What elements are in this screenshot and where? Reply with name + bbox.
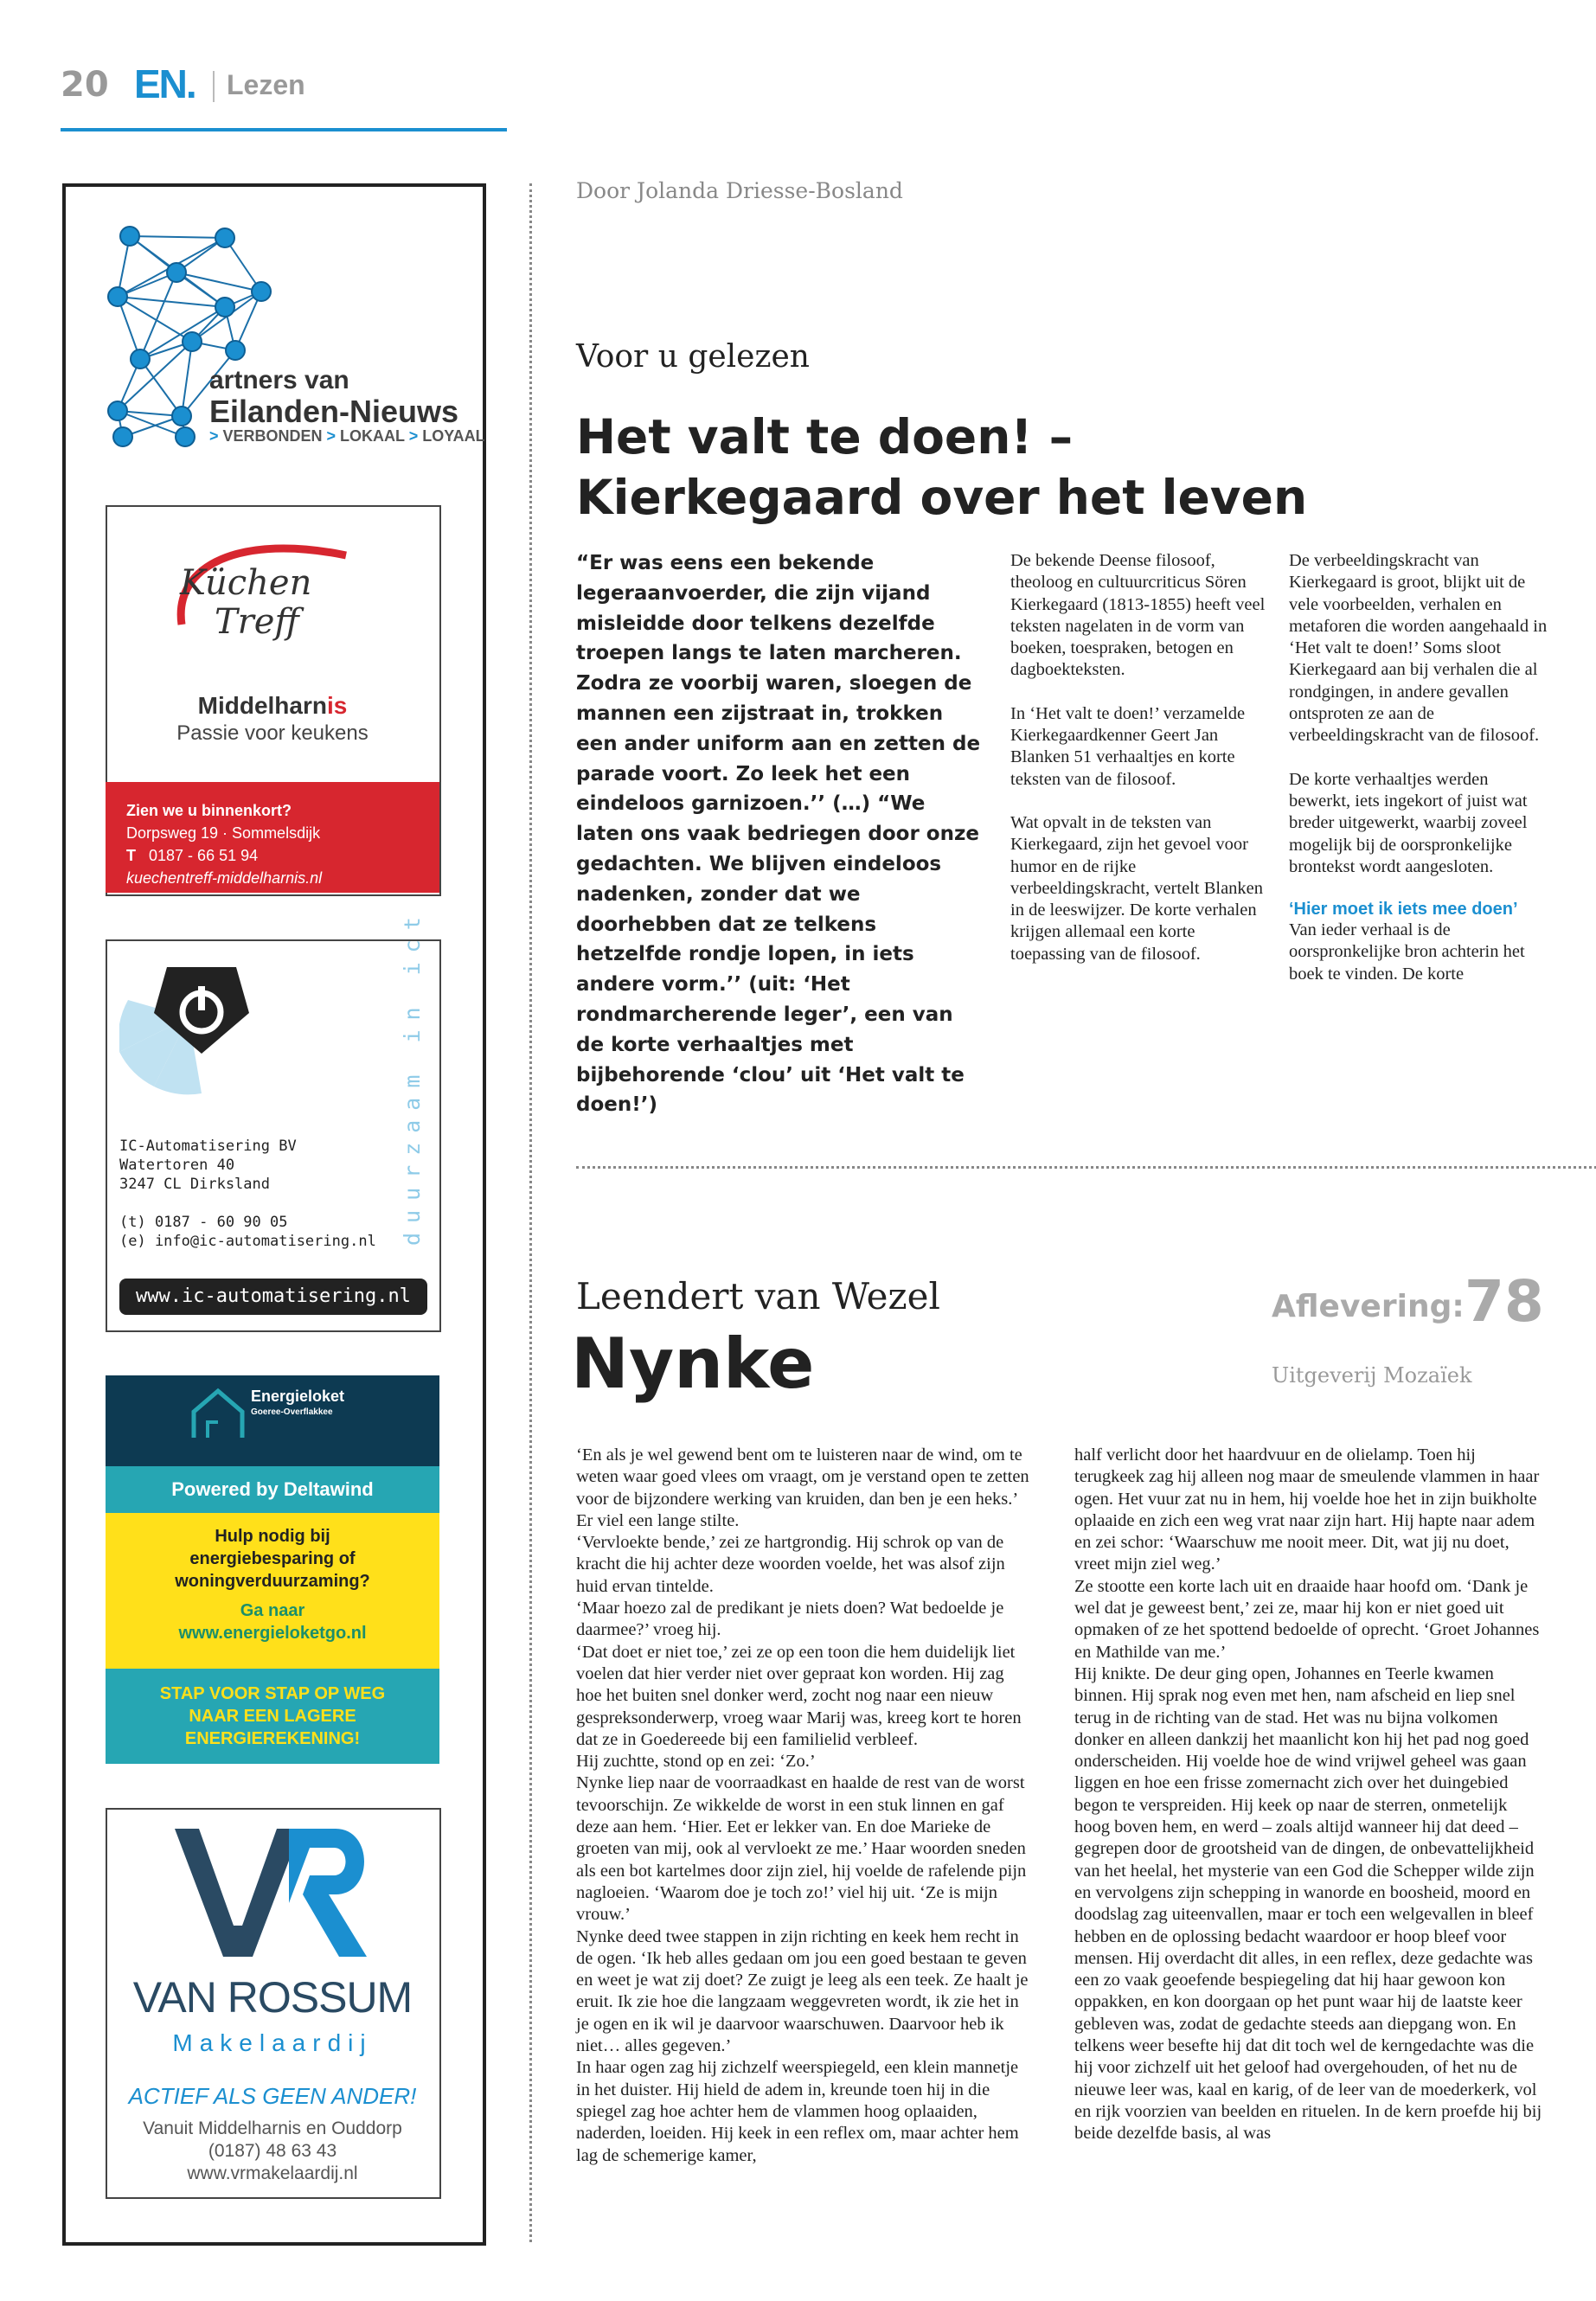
vr-url[interactable]: www.vrmakelaardij.nl: [187, 2163, 358, 2183]
section-title: Lezen: [227, 69, 305, 100]
ic-vertical-slogan: duurzaam in ict: [400, 907, 425, 1246]
tag-verbonden: VERBONDEN: [222, 427, 323, 445]
en-q1: Hulp nodig bij: [215, 1527, 330, 1546]
publisher: Uitgeverij Mozaïek: [1272, 1363, 1472, 1388]
vr-line1: Vanuit Middelharnis en Ouddorp: [143, 2118, 402, 2138]
en-url[interactable]: www.energieloketgo.nl: [178, 1624, 367, 1643]
header-rule: [61, 128, 507, 131]
article-kicker: Voor u gelezen: [576, 339, 810, 375]
article-byline: Door Jolanda Driesse-Bosland: [576, 178, 903, 203]
kt-phone: 0187 - 66 51 94: [149, 847, 259, 864]
en-go1: Ga naar: [240, 1601, 305, 1620]
section-divider: [576, 1166, 1596, 1169]
episode-number: 78: [1465, 1268, 1544, 1335]
subheading: ‘Hier moet ik iets mee doen’: [1289, 900, 1518, 920]
energieloket-powered: Powered by Deltawind: [106, 1466, 439, 1513]
page-number: 20: [61, 65, 109, 105]
header-separator: [213, 71, 215, 102]
serial-title: Nynke: [571, 1324, 815, 1404]
ic-url-button[interactable]: www.ic-automatisering.nl: [119, 1279, 427, 1315]
en-q3: woningverduurzaming?: [175, 1572, 370, 1591]
en-q2: energiebesparing of: [189, 1549, 356, 1568]
serial-column-1: ‘En als je wel gewend bent om te luisteren naar de wind, om te weten waar goed vlees om vraagt, om je verstand open te zetten voor de bijzondere werking van kruiden, dan ben je een heks.’ Er viel een lange stilte. ‘Vervloekte bende,’ zei ze hartgrondig. Hij schrok op van de kracht die hij achter deze woorden voelde, het was alsof zijn huid ervan tintelde. ‘Maar hoezo zal de predikant je niets doen? Wat bedoelde je daarmee?’ vroeg hij. ‘Dat doet er niet toe,’ zei ze op een toon die hem duidelijk liet voelen dat hier verder niet over gepraat kon worden. Hij zag hoe het buiten snel donker werd, zocht nog naar een nieuw gespreksonderwerp, vroeg waar Marij was, kreeg kort te horen dat ze in Goedereede bij een familielid verbleef. Hij zuchtte, stond op en zei: ‘Zo.’ Nynke liep naar de voorraadkast en haalde de rest van de worst tevoorschijn. Ze wikkelde de worst in een stuk linnen en gaf deze aan hem. ‘Hier. Eet er lekker van. En doe Marieke de groeten van mij, ook al vervloekt ze me.’ Haar woorden sneden als een bot kartelmes door zijn ziel, hij voelde de rafelende pijn nagloeien. ‘Waarom doe je toch zo!’ viel hij uit. ‘Ze is mijn vrouw.’ Nynke deed twee stappen in zijn richting en keek hem recht in de ogen. ‘Ik heb alles gedaan om jou een goed bestaan te geven en weet je wat zij doet? Ze zuigt je leeg als een teek. Ze haalt je eruit. Ik zie hoe die langzaam weggevreten wordt, ik zie het in je ogen en ik wil je daarvoor waarschuwen. Daarvoor heb ik niet… alles gegeven.’ In haar ogen zag hij zichzelf weerspiegeld, een klein mannetje in het duister. Hij hield de adem in, kreunde toen hij in die spiegel zag hoe achter hem de vlammen hoog oplaaiden, naderden, loeiden. Hij keek in een reflex om, maar achter hem lag de schemerige kamer,: [576, 1445, 1029, 2165]
vanrossum-monogram: [170, 1823, 377, 1962]
energieloket-title: Energieloket: [251, 1388, 345, 1405]
partners-ad: [209, 365, 485, 445]
en-s2: NAAR EEN LAGERE: [189, 1707, 356, 1726]
episode-label: Aflevering:: [1272, 1289, 1465, 1324]
energieloket-slogan: [106, 1669, 439, 1764]
paragraph: De verbeeldingskracht van Kierkegaard is groot, blijkt uit de vele voorbeelden, verhalen en metaforen die worden aangehaald in ‘Het valt te doen!’ Soms sloot Kierkegaard aan bij verhalen die al rondgingen, in andere gevallen ontsproten ze aan de verbeeldingskracht van de filosoof.: [1289, 551, 1548, 746]
paragraph: Van ieder verhaal is de oorspronkelijke bron achterin het boek te vinden. De korte: [1289, 920, 1525, 984]
vanrossum-info: [106, 2118, 439, 2185]
vr-phone: (0187) 48 63 43: [208, 2141, 337, 2161]
column-divider: [529, 183, 532, 2242]
house-icon: [189, 1384, 249, 1445]
kt-url[interactable]: kuechentreff-middelharnis.nl: [126, 869, 323, 887]
kt-name-b: i: [326, 692, 334, 719]
article-lead: “Er was eens een bekende legeraanvoerder, die zijn vijand misleidde door telkens dezelfde troepen langs te laten marcheren. Zodra ze voorbij waren, sloegen de mannen een zijstraat in, trokken een ander uniform aan en zetten de parade voort. Zo leek het een eindeloos garnizoen.’’ (…) “We laten ons vaak bedriegen door onze gedachten. We blijven eindeloos nadenken, zonder dat we doorhebben dat ze telkens hetzelfde rondje lopen, in iets andere vorm.’’ (uit: ‘Het rondmarcherende leger’, een van de korte verhaaltjes met bijbehorende ‘clou’ uit ‘Het valt te doen!’): [576, 552, 981, 1117]
kt-phone-label: T: [126, 847, 136, 864]
serial-column-2: half verlicht door het haardvuur en de olielamp. Toen hij terugkeek zag hij alleen nog maar de smeulende vlammen in haar ogen. Het vuur zat nu in hem, hij voelde hoe het in zijn buikholte oplaaide en zich een weg vrat naar zijn hart. Hij hapte naar adem en zei schor: ‘Waarschuw me nooit meer. Dit, wat jij nu doet, vreet mijn ziel weg.’ Ze stootte een korte lach uit en draaide haar hoofd om. ‘Dank je wel dat je geweest bent,’ zei ze, maar hij kon er niet goed uit opmaken of ze het spottend bedoelde of oprecht. ‘Groet Johannes en Mathilde van me.’ Hij knikte. De deur ging open, Johannes en Teerle kwamen binnen. Hij sprak nog even met hen, nam afscheid en liep snel terug in de richting van de stad. Het was nu bijna volkomen donker en alleen dankzij het maanlicht kon hij het pad nog goed onderscheiden. Hij voelde hoe de wind vrijwel geheel was gaan liggen en hoe een frisse zomernacht zich over het duingebied begon te verspreiden. Hij keek op naar de sterren, onmetelijk hoog boven hem, en werd – zoals altijd wanneer hij dat deed – gegrepen door de grootsheid van de dingen, de onbevattelijkheid van het heelal, het mysterie van een God die Schepper wilde zijn en vervolgens zijn schepping in wanorde en boosheid, moord en doodslag zag uiteenvallen, maar er toch een welgevallen in bleef hebben en de oplossing bedacht waardoor er hoop bleef voor mensen. Hij overdacht dit alles, in een reflex, deze gedachte was een zo vaak geoefende bespiegeling dat hij haar gewoon kon oppakken, en kon doorgaan op het punt waar hij de laatste keer gebleven was, zodat de gedachte steeds aan diepgang won. En telkens weer besefte hij dat dit toch wel de kerngedachte was die hij voor zichzelf uit het geloof had overgehouden, of het nu de nieuwe leer was, kaal en karig, of de leer van de moederkerk, vol en rijk voorzien van beelden en rituelen. In de kern proefde hij bij beide dezelfde basis, al was: [1074, 1445, 1542, 2144]
vanrossum-sub: Makelaardij: [172, 2029, 373, 2056]
partners-line2: Eilanden-Nieuws: [209, 394, 459, 429]
tag-lokaal: LOKAAL: [340, 427, 405, 445]
kt-name-c: s: [333, 692, 348, 719]
en-s3: ENERGIEREKENING!: [184, 1729, 361, 1748]
kt-address: Dorpsweg 19 · Sommelsdijk: [126, 824, 321, 842]
kt-name-a: Middelharn: [197, 692, 327, 719]
title-line2: Kierkegaard over het leven: [576, 470, 1308, 525]
kuchentreff-contact: [106, 782, 439, 893]
title-line1: Het valt te doen! –: [576, 409, 1074, 465]
paragraph: Wat opvalt in de teksten van Kierkegaard, zijn het gevoel voor humor en de rijke verbeeldingskracht, vertelt Blanken in de leeswijzer. De korte verhalen krijgen allemaal een korte toepassing van de filosoof.: [1010, 812, 1264, 964]
energieloket-question: [106, 1513, 439, 1669]
article-column-2: [1010, 550, 1270, 987]
serial-author: Leendert van Wezel: [576, 1275, 940, 1317]
kuchentreff-logo-top: Küchen: [180, 563, 312, 603]
paragraph: In ‘Het valt te doen!’ verzamelde Kierkegaardkenner Geert Jan Blanken 51 verhaaltjes en korte teksten van de filosoof.: [1010, 703, 1246, 789]
ic-fan-logo: [119, 948, 266, 1095]
energieloket-subtitle: Goeree-Overflakkee: [251, 1407, 333, 1417]
kuchentreff-name: [106, 692, 439, 720]
partners-line1: artners van: [209, 366, 349, 394]
ic-address: IC-Automatisering BV Watertoren 40 3247 CL Dirksland (t) 0187 - 60 90 05 (e) info@ic-automatisering.nl: [119, 1138, 376, 1250]
publication-logo: EN.: [134, 61, 195, 106]
partners-tags: > VERBONDEN > LOKAAL > LOYAAL: [209, 427, 485, 445]
vanrossum-slogan: ACTIEF ALS GEEN ANDER!: [128, 2083, 417, 2109]
vanrossum-name: VAN ROSSUM: [132, 1973, 413, 2022]
article-column-3: [1289, 550, 1548, 985]
en-s1: STAP VOOR STAP OP WEG: [159, 1684, 386, 1703]
article-title: [576, 407, 1307, 528]
kt-cta: Zien we u binnenkort?: [126, 802, 292, 819]
kuchentreff-tagline: Passie voor keukens: [176, 721, 369, 745]
kuchentreff-logo: [164, 529, 389, 659]
paragraph: De korte verhaaltjes werden bewerkt, iets ingekort of juist wat breder uitgewerkt, waarbij zoveel mogelijk bij de oorspronkelijke brontekst wordt aangesloten.: [1289, 769, 1528, 876]
tag-loyaal: LOYAAL: [422, 427, 485, 445]
paragraph: De bekende Deense filosoof, theoloog en cultuurcriticus Sören Kierkegaard (1813-1855) heeft veel teksten nagelaten in de vorm van boeken, toespraken, betogen en dagboekteksten.: [1010, 551, 1266, 680]
kuchentreff-logo-bottom: Treff: [215, 602, 299, 642]
